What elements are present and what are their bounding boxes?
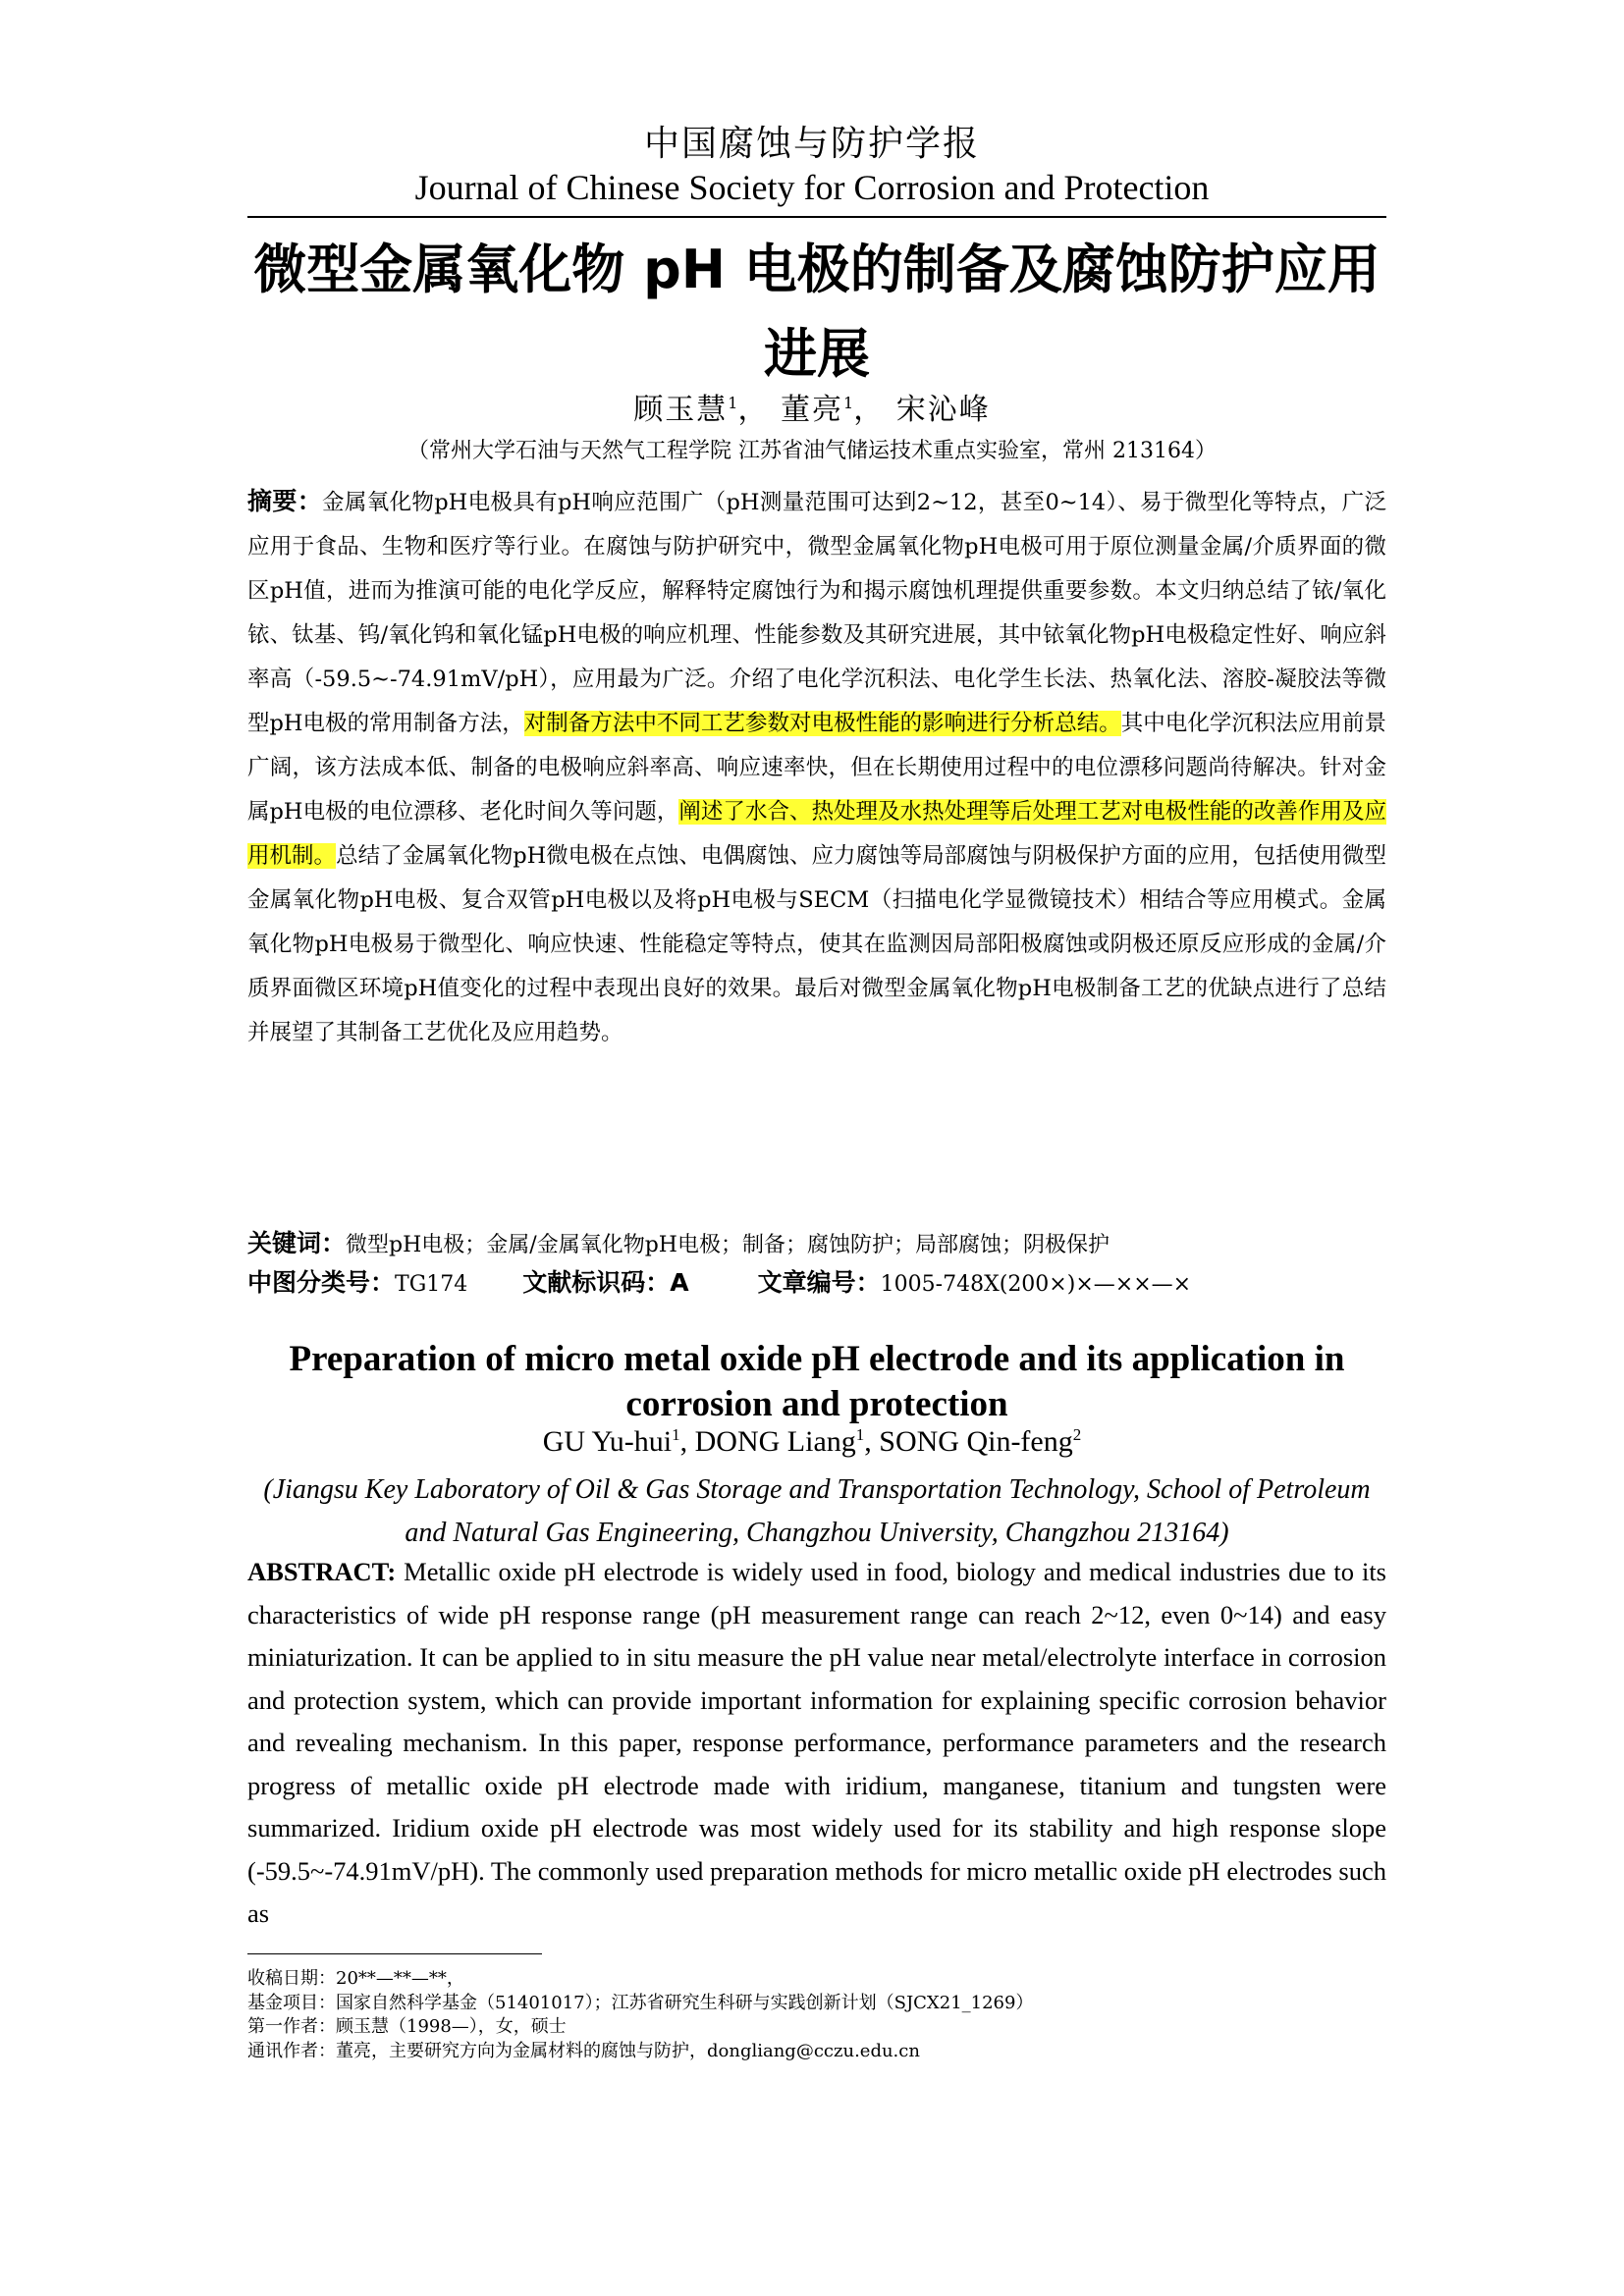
author-separator: ,: [864, 1425, 880, 1458]
journal-title-cn: 中国腐蚀与防护学报: [643, 124, 980, 164]
footnote-received: 收稿日期：20**—**—**，: [247, 1968, 464, 1989]
abstract-cn: [247, 479, 1386, 1055]
author-affil-mark: 1: [855, 1425, 865, 1444]
article-no-label: 文章编号：: [757, 1268, 881, 1297]
abstract-text: 总结了金属氧化物pH微电极在点蚀、电偶腐蚀、应力腐蚀等局部腐蚀与阴极保护方面的应用，包括使用微型金属氧化物pH电极、复合双管pH电极以及将pH电极与SECM（扫描电化学显微镜技术）相结合等应用模式。金属氧化物pH电极易于微型化、响应快速、性能稳定等特点，使其在监测因局部阳极腐蚀或阴极还原反应形成的金属/介质界面微区环境pH值变化的过程中表现出良好的效果。最后对微型金属氧化物pH电极制备工艺的优缺点进行了总结并展望了其制备工艺优化及应用趋势。: [247, 843, 1386, 1045]
author-list-en: [0, 1425, 1624, 1459]
author-affil-mark: 2: [1072, 1425, 1082, 1444]
abstract-text: 金属氧化物pH电极具有pH响应范围广（pH测量范围可达到2~12，甚至0~14）、易于微型化等特点，广泛应用于食品、生物和医疗等行业。在腐蚀与防护研究中，微型金属氧化物pH电极可用于原位测量金属/介质界面的微区pH值，进而为推演可能的电化学反应，解释特定腐蚀行为和揭示腐蚀机理提供重要参数。本文归纳总结了铱/氧化铱、钛基、钨/氧化钨和氧化锰pH电极的响应机理、性能参数及其研究进展，其中铱氧化物pH电极稳定性好、响应斜率高（-59.5~-74.91mV/pH），应用最为广泛。介绍了电化学沉积法、电化学生长法、热氧化法、溶胶-凝胶法等微型pH电极的常用制备方法，: [247, 490, 1386, 736]
clc-value: TG174: [395, 1272, 468, 1297]
journal-title-en: Journal of Chinese Society for Corrosion and Protection: [414, 168, 1210, 207]
author-list-cn: [0, 385, 1624, 428]
classification-line: [247, 1266, 1386, 1302]
paper-title-cn: 微型金属氧化物 pH 电极的制备及腐蚀防护应用进展: [253, 239, 1380, 385]
author-affil-mark: 1: [728, 394, 738, 412]
footnote-divider: [247, 1953, 542, 1954]
author-separator: ，: [737, 393, 770, 427]
author-name: SONG Qin-feng: [879, 1425, 1073, 1458]
abstract-en: [247, 1551, 1386, 1936]
article-no-value: 1005-748X(200×)×—××—×: [880, 1272, 1192, 1297]
abstract-text: 其中电化学沉积法应用前景广阔，该方法成本低、制备的电极响应斜率高、响应速率快，但在长期使用过程中的电位漂移问题尚待解决。针对金属pH电极的电位漂移、老化时间久等问题，: [247, 711, 1386, 825]
abstract-label-en: ABSTRACT:: [247, 1557, 397, 1586]
keywords-text: 微型pH电极；金属/金属氧化物pH电极；制备；腐蚀防护；局部腐蚀；阴极保护: [346, 1233, 1110, 1257]
doc-code-label: 文献标识码：: [522, 1268, 671, 1297]
keywords-label: 关键词：: [247, 1229, 347, 1257]
highlighted-text: 阐述了水合、热处理及水热处理等后处理工艺对电极性能的改善作用及应用机制。: [247, 799, 1386, 869]
affiliation-en: (Jiangsu Key Laboratory of Oil & Gas Storage and Transportation Technology, School of Petroleum and Natural Gas Engineering, Changzhou University, Changzhou 213164): [263, 1474, 1371, 1548]
doc-code-value: A: [670, 1268, 689, 1297]
footnote-first-author: 第一作者：顾玉慧（1998—），女，硕士: [247, 2016, 567, 2037]
author-affil-mark: 1: [843, 394, 854, 412]
highlighted-text: 对制备方法中不同工艺参数对电极性能的影响进行分析总结。: [523, 711, 1121, 736]
author-name: GU Yu-hui: [542, 1425, 673, 1458]
affiliation-cn: （常州大学石油与天然气工程学院 江苏省油气储运技术重点实验室，常州 213164）: [407, 439, 1217, 463]
header-divider: [247, 216, 1386, 218]
abstract-label-cn: 摘要：: [247, 487, 323, 515]
paper-title-en: Preparation of micro metal oxide pH electrode and its application in corrosion and protection: [289, 1339, 1345, 1424]
author-separator: ，: [853, 393, 886, 427]
footnotes: [247, 1967, 1386, 2063]
author-name: 顾玉慧: [633, 393, 729, 427]
footnote-corresponding-author: 通讯作者：董亮，主要研究方向为金属材料的腐蚀与防护，dongliang@cczu.edu.cn: [247, 2040, 920, 2061]
abstract-text-en: Metallic oxide pH electrode is widely used in food, biology and medical industries due to its characteristics of wide pH response range (pH measurement range can reach 2~12, even 0~14) and easy miniaturization. It can be applied to in situ measure the pH value near metal/electrolyte interface in corrosion and protection system, which can provide important information for explaining specific corrosion behavior and revealing mechanism. In this paper, response performance, performance parameters and the research progress of metallic oxide pH electrode made with iridium, manganese, titanium and tungsten were summarized. Iridium oxide pH electrode was most widely used for its stability and high response slope (-59.5~-74.91mV/pH). The commonly used preparation methods for micro metallic oxide pH electrodes such as: [247, 1557, 1386, 1928]
footnote-fund: 基金项目：国家自然科学基金（51401017）；江苏省研究生科研与实践创新计划（SJCX21_1269）: [247, 1992, 1034, 2013]
clc-label: 中图分类号：: [247, 1268, 396, 1297]
author-name: 宋沁峰: [895, 393, 991, 427]
keywords-cn: [247, 1227, 1386, 1262]
author-name: 董亮: [781, 393, 843, 427]
author-affil-mark: 1: [672, 1425, 680, 1444]
author-name: DONG Liang: [694, 1425, 856, 1458]
author-separator: ,: [679, 1425, 695, 1458]
